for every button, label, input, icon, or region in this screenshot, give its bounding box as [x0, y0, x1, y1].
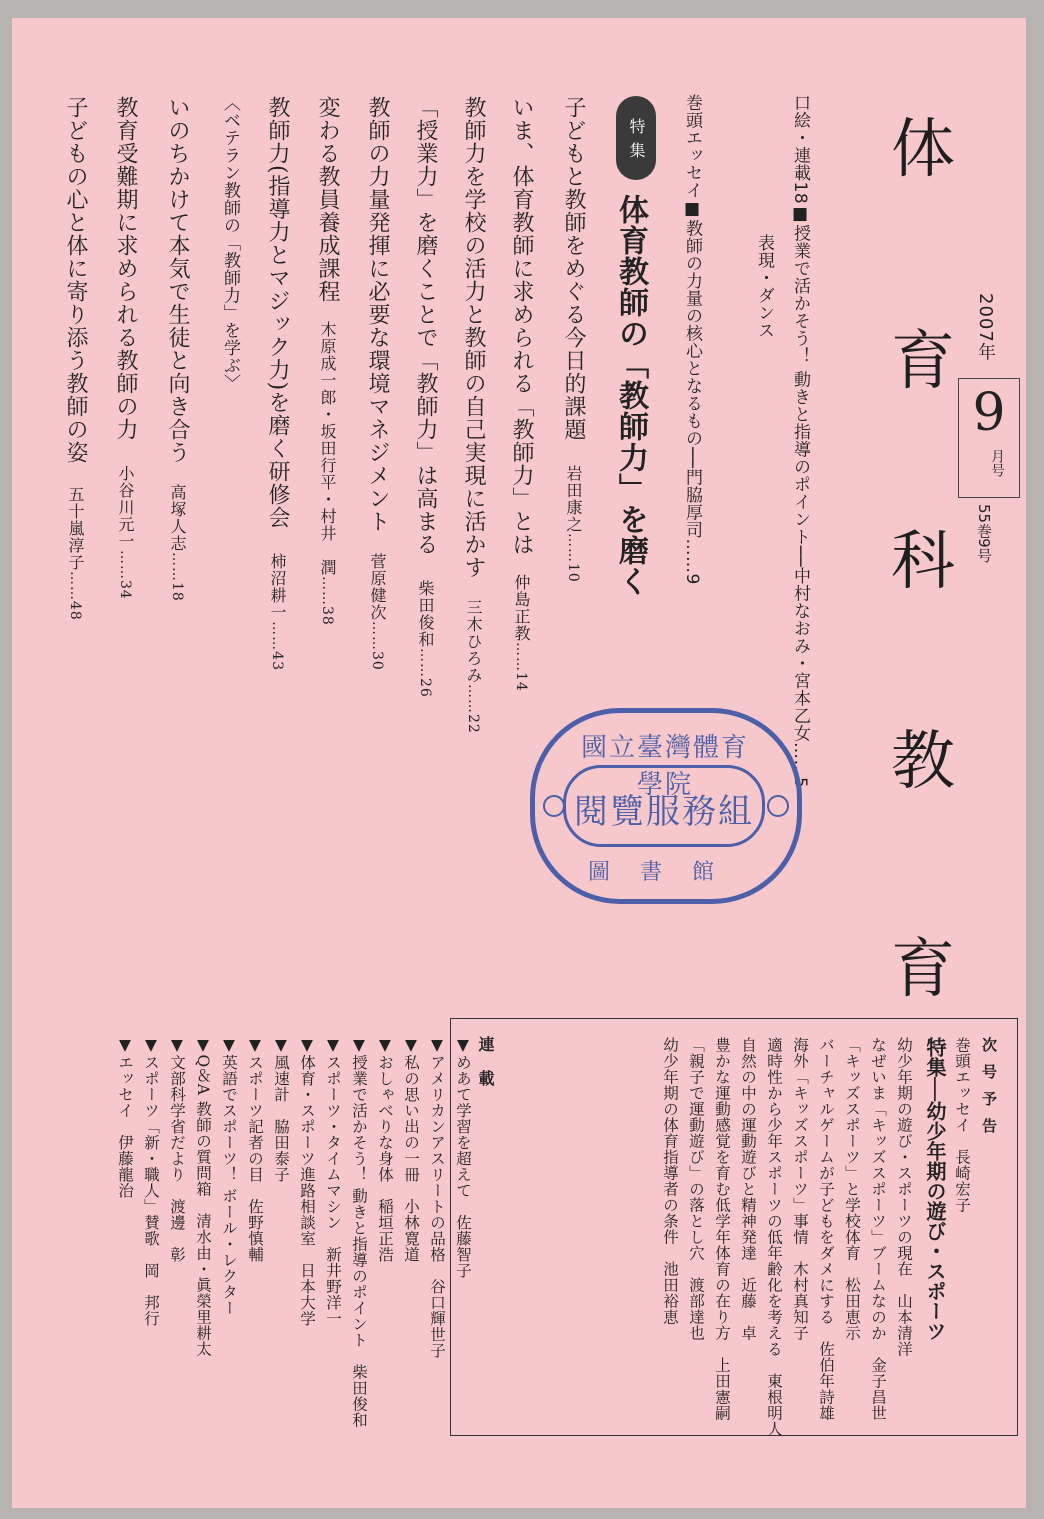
article-title: 子どもの心と体に寄り添う教師の姿 — [63, 96, 88, 464]
flower-icon — [543, 795, 565, 817]
next-issue-header: 次号予告 — [980, 1037, 998, 1145]
next-issue-box — [450, 1018, 1018, 1436]
article-author: 三木ひろみ — [464, 599, 483, 684]
article-2 — [506, 96, 537, 692]
article-title: 教師力(指導力とマジック力)を磨く研修会 — [265, 96, 290, 530]
next-feature-item: 適時性から少年スポーツの低年齢化を考える 東根明人 — [765, 1037, 783, 1437]
library-stamp — [530, 708, 802, 904]
article-8 — [162, 96, 193, 602]
article-author: 小谷川元一 — [116, 465, 135, 550]
article-page: ……10 — [565, 533, 581, 583]
article-title: 変わる教員養成課程 — [315, 96, 340, 303]
article-title: いま、体育教師に求められる「教師力」とは — [509, 96, 534, 556]
serial-item: ▼文部科学省だより 渡邊 彰 — [168, 1036, 186, 1263]
serial-item: ▼風速計 脇田泰子 — [272, 1036, 290, 1183]
article-7 — [262, 96, 293, 671]
issue-year: 2007年 — [975, 293, 996, 362]
article-page: ……26 — [417, 648, 433, 698]
article-title: 教師の力量発揮に必要な環境マネジメント — [365, 96, 390, 533]
title-char-5: 育 — [891, 933, 955, 1007]
article-title: 教師力を学校の活力と教師の自己実現に活かす — [461, 96, 486, 579]
serial-item: ▼スポーツ・タイムマシン 新井野洋一 — [324, 1036, 342, 1327]
article-5 — [362, 96, 393, 671]
serial-item: ▼おしゃべりな身体 稲垣正浩 — [376, 1036, 394, 1263]
next-feature-item: 幼少年期の遊び・スポーツの現在 山本清洋 — [895, 1037, 913, 1357]
article-title: 「授業力」を磨くことで「教師力」は高まる — [413, 96, 438, 556]
next-feature-item: 海外「キッズスポーツ」事情 木村真知子 — [791, 1037, 809, 1341]
frontispiece-entry: 口絵・連載18■授業で活かそう！ 動きと指導のポイント──中村なおみ・宮本乙女……5 — [790, 94, 810, 789]
next-feature-item: 幼少年期の体育指導者の条件 池田裕恵 — [661, 1037, 679, 1325]
serial-header: 連載 — [476, 1036, 495, 1104]
article-author: 岩田康之 — [564, 465, 583, 533]
article-page: ……48 — [67, 571, 83, 621]
stamp-middle-text: 閱覽服務組 — [574, 792, 754, 832]
article-6 — [312, 96, 343, 626]
article-page: ……14 — [513, 642, 529, 692]
article-author: 木原成一郎・坂田行平・村井 潤 — [318, 321, 337, 576]
serial-item: ▼私の思い出の一冊 小林寛道 — [402, 1036, 420, 1263]
article-author: 柴田俊和 — [416, 580, 435, 648]
article-author: 菅原健次 — [368, 553, 387, 621]
article-page: ……30 — [369, 621, 385, 671]
volume-number: 55巻9号 — [975, 504, 993, 563]
article-title: 子どもと教師をめぐる今日的課題 — [561, 96, 586, 441]
magazine-contents-page — [12, 18, 1026, 1508]
serial-item: ▼体育・スポーツ進路相談室 日本大学 — [298, 1036, 316, 1327]
article-author: 高塚人志 — [168, 484, 187, 552]
article-page: ……18 — [169, 552, 185, 602]
article-page: ……43 — [269, 621, 285, 671]
issue-suffix: 月号 — [989, 449, 1005, 477]
stamp-top-text: 國立臺灣體育學院 — [580, 733, 749, 800]
title-char-4: 教 — [891, 725, 955, 799]
next-feature-item: 「親子で運動遊び」の落とし穴 渡部達也 — [687, 1037, 705, 1341]
article-page: ……22 — [465, 684, 481, 734]
article-author: 柿沼耕一 — [268, 553, 287, 622]
next-issue-essay: 巻頭エッセイ 長崎宏子 — [953, 1037, 971, 1213]
title-char-2: 育 — [891, 325, 955, 399]
article-title: 教育受難期に求められる教師の力 — [113, 96, 138, 441]
article-author: 五十嵐淳子 — [66, 486, 85, 571]
article-title: いのちかけて本気で生徒と向き合う — [165, 96, 190, 464]
serial-item: ▼英語でスポーツ！ ボール・レクター — [220, 1036, 238, 1316]
serial-item: ▼エッセイ 伊藤龍治 — [116, 1036, 134, 1199]
serial-item: ▼授業で活かそう！ 動きと指導のポイント 柴田俊和 — [350, 1036, 368, 1428]
essay-entry: 巻頭エッセイ■教師の力量の核心となるもの──門脇厚司……9 — [682, 94, 702, 585]
article-author: 仲島正教 — [512, 574, 531, 642]
article-page: ……34 — [117, 550, 133, 600]
next-feature-item: 豊かな運動感覚を育む低学年体育の在り方 上田憲嗣 — [713, 1037, 731, 1421]
serial-item: ▼めあて学習を超えて 佐藤智子 — [454, 1036, 472, 1279]
article-9 — [110, 96, 141, 600]
title-char-3: 科 — [891, 525, 955, 599]
issue-box — [958, 378, 1020, 498]
serial-item: ▼アメリカンアスリートの品格 谷口輝世子 — [428, 1036, 446, 1359]
next-feature-item: なぜいま「キッズスポーツ」ブームなのか 金子昌世 — [869, 1037, 887, 1421]
article-page: ……38 — [319, 576, 335, 626]
serial-item: ▼スポーツ記者の目 佐野慎輔 — [246, 1036, 264, 1263]
stamp-bottom-text: 圖書館 — [587, 860, 744, 885]
veteran-section-heading: 〈ベテラン教師の「教師力」を学ぶ〉 — [220, 94, 240, 392]
feature-badge: 特集 — [616, 96, 656, 180]
serial-item: ▼スポーツ「新・職人」賛歌 岡 邦行 — [142, 1036, 160, 1327]
serial-item: ▼Q＆A 教師の質問箱 清水由・眞榮里耕太 — [194, 1036, 212, 1357]
next-issue-feature: 特集──幼少年期の遊び・スポーツ — [923, 1037, 947, 1342]
article-4 — [410, 96, 441, 698]
next-feature-item: バーチャルゲームが子どもをダメにする 佐伯年詩雄 — [817, 1037, 835, 1421]
article-3 — [458, 96, 489, 734]
flower-icon — [767, 795, 789, 817]
stamp-inner-ring — [563, 765, 765, 847]
feature-title: 体育教師の「教師力」を磨く — [613, 194, 648, 597]
article-1 — [558, 96, 589, 583]
title-char-1: 体 — [891, 113, 955, 187]
frontispiece-subtitle: 表現・ダンス — [754, 234, 774, 339]
next-feature-item: 自然の中の運動遊びと精神発達 近藤 卓 — [739, 1037, 757, 1341]
issue-number: 9 — [972, 383, 1006, 443]
article-10 — [60, 96, 91, 621]
next-feature-item: 「キッズスポーツ」と学校体育 松田恵示 — [843, 1037, 861, 1341]
